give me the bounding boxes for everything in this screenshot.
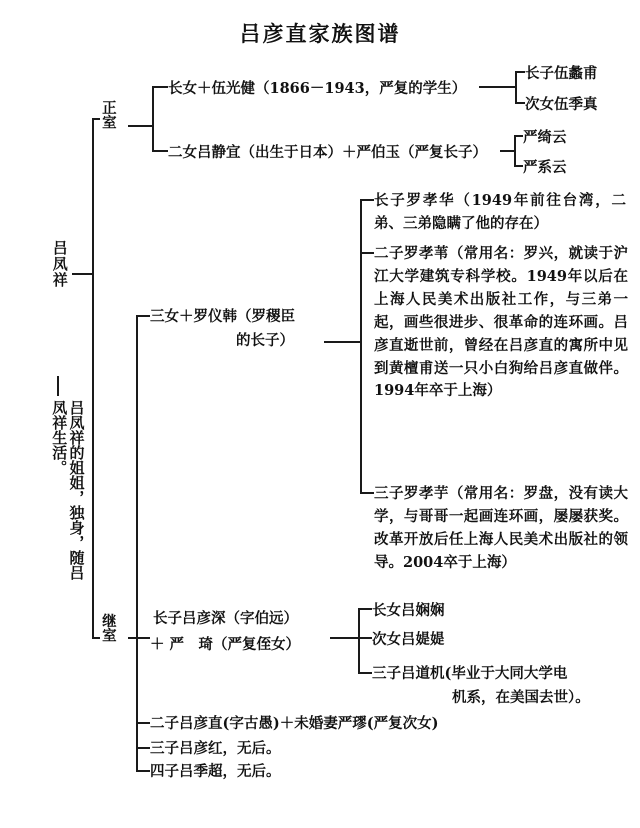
main-spine: [92, 118, 94, 638]
node-luo-xiaoyu: 三子罗孝芋（常用名：罗盘，没有读大学，与哥哥一起画连环画，屡屡获奖。改革开放后任上海人民美术出版社的领导。2004卒于上海）: [374, 485, 628, 571]
node-eldest-son-line2: ＋ 严 琦（严复侄女）: [150, 636, 301, 653]
luo-xiaowei-stub: [360, 252, 374, 254]
yan-qiyun-stub: [514, 135, 523, 137]
node-lv-xianxian: 长女吕娴娴: [372, 602, 445, 619]
branch-label-second-wife: [99, 613, 116, 642]
second-wife-label-text: 继室: [99, 613, 117, 642]
node-second-daughter: 二女吕静宜（出生于日本）＋严伯玉（严复长子）: [168, 144, 487, 161]
lv-xianxian-stub: [358, 608, 372, 610]
node-fourth-son: 四子吕季超，无后。: [150, 763, 281, 780]
root-ancestor-name: 吕凤祥: [50, 240, 69, 288]
eldest-daughter-children-bracket: [515, 71, 517, 104]
node-second-son: 二子吕彦直(字古愚)＋未婚妻严璆(严复次女): [150, 715, 439, 732]
second-daughter-to-children-connector: [500, 150, 514, 152]
luo-xiaoyu-stub: [360, 492, 374, 494]
second-wife-bottom-stub: [92, 637, 100, 639]
second-daughter-children-bracket: [514, 135, 516, 167]
principal-wife-top-stub: [92, 118, 100, 120]
node-luo-xiaohua: 长子罗孝华（1949年前往台湾，二弟、三弟隐瞒了他的存在）: [374, 192, 626, 232]
eldest-son-to-children-connector: [330, 637, 358, 639]
luo-xiaohua-stub: [360, 199, 374, 201]
second-wife-center-stub: [128, 637, 136, 639]
lv-daoji-stub: [358, 672, 372, 674]
fourth-son-stub: [136, 770, 150, 772]
eldest-daughter-to-children-connector: [479, 86, 515, 88]
principal-wife-child2-stub: [152, 150, 168, 152]
wu-jizhen-stub: [515, 102, 525, 104]
second-son-stub: [136, 722, 150, 724]
node-third-son: 三子吕彦红，无后。: [150, 740, 281, 757]
node-lv-daoji-line1: 三子吕道机(毕业于大同大学电: [372, 665, 568, 682]
principal-wife-label-text: 正室: [99, 100, 117, 129]
lv-titi-stub: [358, 637, 372, 639]
principal-wife-children-bracket: [152, 86, 154, 152]
node-lv-daoji-line2: 机系，在美国去世）。: [452, 689, 590, 706]
third-son-stub: [136, 747, 150, 749]
node-wu-lifu: 长子伍蠡甫: [525, 65, 598, 82]
root-dash-connector: [57, 376, 59, 396]
root-to-spine-connector: [72, 273, 92, 275]
branch-label-principal-wife: [99, 100, 116, 129]
third-daughter-to-children-connector: [324, 341, 360, 343]
node-third-daughter-line1: 三女＋罗仪韩（罗稷臣: [150, 308, 295, 325]
node-eldest-daughter: 长女＋伍光健（1866－1943，严复的学生）: [168, 80, 467, 97]
root-sibling-note: 吕凤祥的姐姐，独身，随吕凤祥生活。: [50, 400, 86, 580]
third-daughter-stub: [136, 315, 150, 317]
page-title: 吕彦直家族图谱: [239, 21, 401, 46]
third-daughter-children-bracket: [360, 199, 362, 494]
node-yan-qiyun: 严绮云: [523, 129, 567, 146]
node-luo-xiaowei: 二子罗孝苇（常用名：罗兴，就读于沪江大学建筑专科学校。1949年以后在上海人民美术出版社工作，与三弟一起，画些很进步、很革命的连环画。吕彦直逝世前，曾经在吕彦直的寓所中见到黄檀甫送一只小白狗给吕彦直做伴。1994年卒于上海）: [374, 245, 628, 400]
node-eldest-son-line1: 长子吕彦深（字伯远）: [153, 610, 298, 627]
node-wu-jizhen: 次女伍季真: [525, 96, 598, 113]
node-lv-titi: 次女吕媞媞: [372, 631, 445, 648]
principal-wife-child1-stub: [152, 86, 168, 88]
yan-xiyun-stub: [514, 165, 523, 167]
node-yan-xiyun: 严系云: [523, 159, 567, 176]
eldest-son-children-bracket: [358, 608, 360, 674]
principal-wife-center-stub: [128, 125, 152, 127]
eldest-son-stub: [136, 637, 150, 639]
wu-lifu-stub: [515, 71, 525, 73]
node-third-daughter-line2: 的长子）: [236, 332, 294, 349]
second-wife-children-bracket: [136, 315, 138, 770]
